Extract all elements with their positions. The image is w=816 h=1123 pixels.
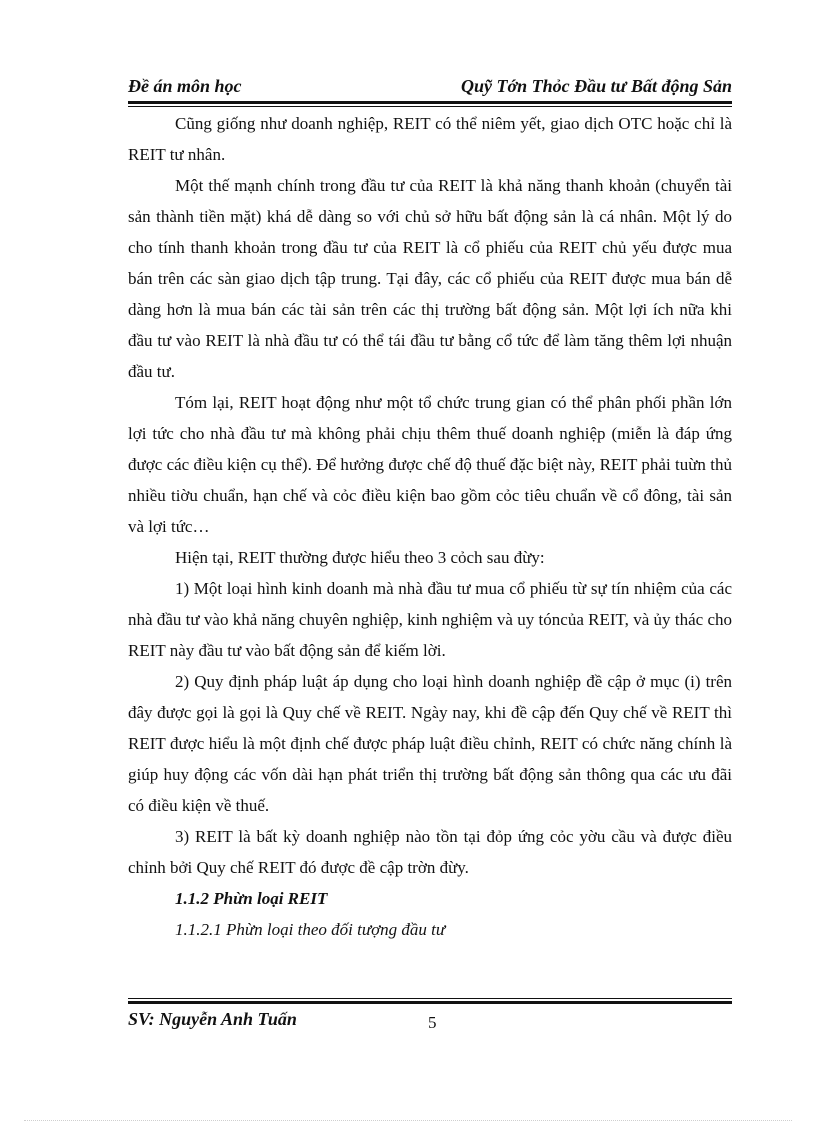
footer-rule-thin: [128, 998, 732, 999]
document-body: [128, 108, 732, 945]
footer-rule-thick: [128, 1001, 732, 1004]
paragraph-definition-3: 3) REIT là bất kỳ doanh nghiệp nào tồn tại đỏp ứng cỏc yờu cầu và được điều chỉnh bởi Quy chế REIT đó được đề cập trờn đừy.: [128, 827, 732, 877]
paragraph-definitions-intro: Hiện tại, REIT thường được hiểu theo 3 cỏch sau đừy:: [175, 548, 545, 567]
footer-author: SV: Nguyễn Anh Tuấn: [128, 1009, 297, 1029]
header-document-title: Quỹ Tớn Thỏc Đầu tư Bất động Sản: [461, 76, 732, 96]
header-rule-thick: [128, 101, 732, 104]
subsection-heading: 1.1.2.1 Phừn loại theo đối tượng đầu tư: [175, 920, 446, 939]
paragraph-liquidity: Một thế mạnh chính trong đầu tư của REIT là khả năng thanh khoản (chuyển tài sản thành tiền mặt) khá dễ dàng so với chủ sở hữu bất động sản là cá nhân. Một lý do cho tính thanh khoản trong đầu tư của REIT là cổ phiếu của REIT chủ yếu được mua bán trên các sàn giao dịch tập trung. Tại đây, các cổ phiếu của REIT được mua bán dễ dàng hơn là mua bán các tài sản trên các thị trường bất động sản. Một lợi ích nữa khi đầu tư vào REIT là nhà đầu tư có thể tái đầu tư bằng cổ tức để làm tăng thêm lợi nhuận đầu tư.: [128, 176, 732, 381]
section-heading: 1.1.2 Phừn loại REIT: [175, 889, 328, 908]
header-course-title: Đề án môn học: [128, 76, 242, 96]
paragraph-summary: Tóm lại, REIT hoạt động như một tổ chức trung gian có thể phân phối phần lớn lợi tức cho nhà đầu tư mà không phải chịu thêm thuế doanh nghiệp (miễn là đáp ứng được các điều kiện cụ thể). Để hưởng được chế độ thuế đặc biệt này, REIT phải tuừn thủ nhiều tiờu chuẩn, hạn chế và cỏc điều kiện bao gồm cỏc tiêu chuẩn về cổ đông, tài sản và lợi tức…: [128, 393, 732, 536]
header-rule-thin: [128, 106, 732, 107]
page-edge-divider: [24, 1120, 792, 1121]
paragraph-listing: Cũng giống như doanh nghiệp, REIT có thể niêm yết, giao dịch OTC hoặc chỉ là REIT tư nhân.: [128, 114, 732, 164]
paragraph-definition-1: 1) Một loại hình kinh doanh mà nhà đầu tư mua cổ phiếu từ sự tín nhiệm của các nhà đầu tư vào khả năng chuyên nghiệp, kinh nghiệm và uy tóncủa REIT, và ủy thác cho REIT này đầu tư vào bất động sản để kiếm lời.: [128, 579, 732, 660]
page-number: 5: [428, 1013, 437, 1032]
page-header: [128, 76, 732, 100]
paragraph-definition-2: 2) Quy định pháp luật áp dụng cho loại hình doanh nghiệp đề cập ở mục (i) trên đây được gọi là gọi là Quy chế về REIT. Ngày nay, khi đề cập đến Quy chế về REIT thì REIT được hiểu là một định chế được pháp luật điều chỉnh, REIT có chức năng chính là giúp huy động các vốn dài hạn phát triển thị trường bất động sản thông qua các ưu đãi có điều kiện về thuế.: [128, 672, 732, 815]
